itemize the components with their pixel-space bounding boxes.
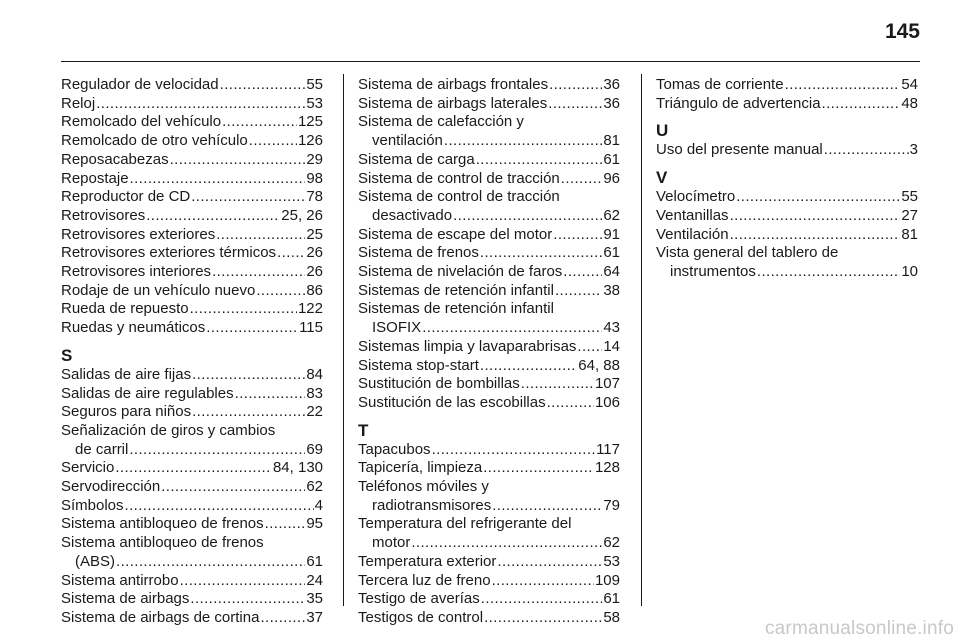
entry-term: Sistema de carga — [358, 150, 475, 168]
entry-term: Salidas de aire fijas — [61, 365, 192, 383]
entry-term: Reproductor de CD — [61, 188, 191, 206]
index-entry-line: Sistemas de retención infantil — [358, 300, 554, 318]
dot-leader — [492, 497, 602, 516]
dot-leader — [757, 263, 900, 282]
dot-leader — [192, 366, 305, 385]
index-entry — [358, 207, 620, 226]
index-entry — [61, 282, 323, 301]
index-entry — [61, 113, 323, 132]
dot-leader — [161, 478, 305, 497]
dot-leader — [212, 263, 305, 282]
index-column-2 — [358, 76, 620, 628]
dot-leader — [190, 590, 305, 609]
dot-leader — [191, 188, 305, 207]
dot-leader — [146, 207, 280, 226]
index-entry — [61, 441, 323, 460]
entry-term: Regulador de velocidad — [61, 76, 219, 93]
entry-term: Servicio — [61, 459, 115, 477]
entry-term: Símbolos — [61, 496, 124, 514]
entry-page-ref: 81 — [603, 132, 620, 150]
index-entry — [61, 572, 323, 591]
index-letter: S — [61, 345, 73, 365]
index-entry — [358, 441, 620, 460]
dot-leader — [730, 226, 901, 245]
entry-page-ref: 37 — [306, 608, 323, 626]
entry-term: Reloj — [61, 94, 96, 112]
entry-page-ref: 3 — [909, 141, 918, 159]
watermark: carmanualsonline.info — [764, 618, 954, 639]
entry-term: (ABS) — [75, 552, 116, 570]
entry-page-ref: 91 — [603, 225, 620, 243]
dot-leader — [116, 553, 305, 572]
entry-term: Sistema de airbags — [61, 590, 190, 608]
entry-page-ref: 24 — [306, 571, 323, 589]
index-entry — [358, 263, 620, 282]
dot-leader — [125, 497, 314, 516]
entry-term: Servodirección — [61, 478, 161, 496]
dot-leader — [481, 590, 603, 609]
dot-leader — [256, 282, 305, 301]
entry-page-ref: 79 — [603, 496, 620, 514]
dot-leader — [549, 76, 602, 95]
entry-term: radiotransmisores — [372, 496, 492, 514]
dot-leader — [190, 300, 297, 319]
entry-term: motor — [372, 534, 411, 552]
entry-term: Retrovisores exteriores térmicos — [61, 244, 277, 262]
entry-page-ref: 125 — [297, 113, 323, 131]
index-entry — [656, 226, 918, 245]
index-entry — [656, 76, 918, 95]
index-entry — [358, 319, 620, 338]
entry-page-ref: 55 — [306, 76, 323, 93]
dot-leader — [563, 263, 602, 282]
index-letter: U — [656, 121, 669, 141]
entry-page-ref: 122 — [297, 300, 323, 318]
dot-leader — [736, 188, 900, 207]
entry-page-ref: 10 — [901, 262, 918, 280]
entry-term: desactivado — [372, 206, 453, 224]
index-entry — [61, 497, 323, 516]
index-entry — [61, 609, 323, 628]
entry-term: Sistema antirrobo — [61, 571, 179, 589]
index-entry-line: Teléfonos móviles y — [358, 478, 489, 496]
entry-term: Retrovisores exteriores — [61, 225, 216, 243]
entry-term: Rodaje de un vehículo nuevo — [61, 281, 256, 299]
entry-page-ref: 26 — [306, 244, 323, 262]
dot-leader — [453, 207, 602, 226]
column-divider — [343, 74, 344, 606]
entry-page-ref: 36 — [603, 94, 620, 112]
dot-leader — [192, 403, 305, 422]
entry-page-ref: 126 — [297, 132, 323, 150]
dot-leader — [497, 553, 602, 572]
index-entry — [358, 375, 620, 394]
entry-page-ref: 86 — [306, 281, 323, 299]
entry-term: Triángulo de advertencia — [656, 94, 821, 112]
dot-leader — [411, 534, 602, 553]
entry-term: Remolcado del vehículo — [61, 113, 222, 131]
entry-term: Salidas de aire regulables — [61, 384, 234, 402]
index-entry — [358, 244, 620, 263]
entry-term: Repostaje — [61, 169, 129, 187]
dot-leader — [129, 441, 305, 460]
entry-page-ref: 64 — [603, 263, 620, 281]
index-entry — [61, 478, 323, 497]
entry-page-ref: 128 — [594, 459, 620, 477]
entry-term: Sustitución de bombillas — [358, 375, 520, 393]
entry-term: Rueda de repuesto — [61, 300, 189, 318]
index-entry-line: Temperatura del refrigerante del — [358, 515, 572, 533]
dot-leader — [444, 132, 602, 151]
entry-term: Sustitución de las escobillas — [358, 393, 546, 411]
dot-leader — [480, 244, 602, 263]
entry-page-ref: 64, 88 — [578, 356, 620, 374]
entry-term: Sistema de escape del motor — [358, 225, 553, 243]
entry-term: Sistemas limpia y lavaparabrisas — [358, 337, 577, 355]
dot-leader — [206, 319, 298, 338]
index-entry — [358, 394, 620, 413]
entry-term: Reposacabezas — [61, 150, 169, 168]
index-entry — [656, 263, 918, 282]
dot-leader — [180, 572, 306, 591]
dot-leader — [547, 394, 594, 413]
index-column-1 — [61, 76, 323, 628]
index-entry — [358, 151, 620, 170]
entry-page-ref: 62 — [603, 534, 620, 552]
entry-term: Ruedas y neumáticos — [61, 319, 206, 337]
dot-leader — [484, 609, 602, 628]
entry-term: Retrovisores interiores — [61, 263, 212, 281]
entry-term: Tapacubos — [358, 440, 431, 458]
entry-page-ref: 107 — [594, 375, 620, 393]
dot-leader — [422, 319, 602, 338]
dot-leader — [548, 95, 602, 114]
index-entry — [358, 95, 620, 114]
entry-page-ref: 83 — [306, 384, 323, 402]
entry-page-ref: 55 — [901, 188, 918, 206]
entry-term: instrumentos — [670, 262, 756, 280]
index-entry — [61, 132, 323, 151]
index-entry — [358, 338, 620, 357]
dot-leader — [492, 572, 594, 591]
index-entry — [656, 95, 918, 114]
index-entry — [656, 141, 918, 160]
entry-page-ref: 96 — [603, 169, 620, 187]
entry-page-ref: 53 — [603, 552, 620, 570]
entry-page-ref: 61 — [603, 150, 620, 168]
header-rule — [61, 61, 920, 62]
entry-page-ref: 27 — [901, 206, 918, 224]
index-entry — [358, 132, 620, 151]
index-entry — [61, 188, 323, 207]
dot-leader — [730, 207, 901, 226]
index-entry — [61, 207, 323, 226]
index-entry — [358, 497, 620, 516]
dot-leader — [521, 375, 594, 394]
index-entry — [61, 319, 323, 338]
entry-term: Testigo de averías — [358, 590, 480, 608]
dot-leader — [220, 76, 306, 95]
entry-term: Tomas de corriente — [656, 76, 784, 93]
dot-leader — [785, 76, 901, 95]
entry-page-ref: 4 — [314, 496, 323, 514]
index-entry — [358, 590, 620, 609]
entry-page-ref: 62 — [603, 206, 620, 224]
entry-term: de carril — [75, 440, 129, 458]
index-entry — [358, 572, 620, 591]
entry-term: Ventilación — [656, 225, 729, 243]
entry-term: Sistema de control de tracción — [358, 169, 560, 187]
entry-page-ref: 48 — [901, 94, 918, 112]
entry-page-ref: 84 — [306, 365, 323, 383]
entry-term: Sistema de nivelación de faros — [358, 263, 563, 281]
entry-term: Sistema de airbags frontales — [358, 76, 549, 93]
index-entry — [61, 76, 323, 95]
entry-page-ref: 29 — [306, 150, 323, 168]
index-entry — [61, 366, 323, 385]
dot-leader — [561, 170, 603, 189]
index-entry-line: Señalización de giros y cambios — [61, 421, 276, 439]
index-entry — [61, 385, 323, 404]
entry-page-ref: 98 — [306, 169, 323, 187]
dot-leader — [553, 226, 602, 245]
entry-page-ref: 22 — [306, 403, 323, 421]
dot-leader — [555, 282, 602, 301]
index-entry — [61, 170, 323, 189]
dot-leader — [96, 95, 305, 114]
index-entry — [61, 403, 323, 422]
entry-page-ref: 38 — [603, 281, 620, 299]
index-entry — [358, 609, 620, 628]
entry-page-ref: 109 — [594, 571, 620, 589]
entry-term: Sistema de airbags laterales — [358, 94, 548, 112]
index-entry — [656, 188, 918, 207]
index-entry — [358, 76, 620, 95]
dot-leader — [577, 338, 602, 357]
dot-leader — [235, 385, 306, 404]
dot-leader — [432, 441, 596, 460]
index-entry — [61, 244, 323, 263]
dot-leader — [216, 226, 305, 245]
index-entry — [61, 263, 323, 282]
dot-leader — [222, 113, 297, 132]
entry-term: Uso del presente manual — [656, 141, 823, 159]
index-entry — [61, 151, 323, 170]
index-letter: V — [656, 168, 668, 188]
index-entry — [358, 553, 620, 572]
entry-term: Sistema de airbags de cortina — [61, 608, 260, 626]
entry-page-ref: 43 — [603, 319, 620, 337]
dot-leader — [130, 170, 306, 189]
page-number: 145 — [884, 20, 920, 43]
entry-page-ref: 25, 26 — [281, 206, 323, 224]
dot-leader — [260, 609, 305, 628]
entry-page-ref: 106 — [594, 393, 620, 411]
entry-term: Ventanillas — [656, 206, 729, 224]
entry-term: Sistema de frenos — [358, 244, 479, 262]
dot-leader — [115, 459, 272, 478]
dot-leader — [170, 151, 306, 170]
entry-page-ref: 53 — [306, 94, 323, 112]
index-entry — [61, 300, 323, 319]
index-entry — [61, 515, 323, 534]
entry-page-ref: 35 — [306, 590, 323, 608]
entry-page-ref: 115 — [299, 319, 323, 337]
entry-term: Retrovisores — [61, 206, 146, 224]
dot-leader — [480, 357, 577, 376]
entry-term: Temperatura exterior — [358, 552, 497, 570]
entry-page-ref: 61 — [603, 244, 620, 262]
entry-term: Tapicería, limpieza — [358, 459, 483, 477]
entry-term: Sistema antibloqueo de frenos — [61, 515, 264, 533]
index-entry — [61, 553, 323, 572]
index-entry-line: Vista general del tablero de — [656, 244, 839, 262]
index-entry — [61, 459, 323, 478]
entry-page-ref: 26 — [306, 263, 323, 281]
entry-page-ref: 61 — [306, 552, 323, 570]
index-entry-line: Sistema antibloqueo de frenos — [61, 534, 264, 552]
index-entry — [358, 282, 620, 301]
index-entry — [358, 170, 620, 189]
index-entry — [358, 357, 620, 376]
entry-page-ref: 62 — [306, 478, 323, 496]
entry-page-ref: 78 — [306, 188, 323, 206]
index-entry — [61, 95, 323, 114]
entry-term: Sistemas de retención infantil — [358, 281, 554, 299]
dot-leader — [824, 141, 909, 160]
index-letter: T — [358, 420, 369, 440]
index-entry — [358, 459, 620, 478]
dot-leader — [265, 515, 306, 534]
entry-page-ref: 54 — [901, 76, 918, 93]
entry-term: ISOFIX — [372, 319, 422, 337]
index-entry-line: Sistema de calefacción y — [358, 113, 524, 131]
entry-page-ref: 117 — [596, 440, 620, 458]
index-entry — [61, 590, 323, 609]
entry-term: Sistema stop-start — [358, 356, 479, 374]
index-column-3 — [656, 76, 918, 282]
entry-term: ventilación — [372, 132, 443, 150]
dot-leader — [249, 132, 297, 151]
entry-page-ref: 61 — [603, 590, 620, 608]
entry-page-ref: 36 — [603, 76, 620, 93]
entry-page-ref: 84, 130 — [272, 459, 323, 477]
entry-term: Velocímetro — [656, 188, 736, 206]
dot-leader — [483, 459, 594, 478]
entry-page-ref: 58 — [603, 608, 620, 626]
index-entry — [656, 207, 918, 226]
index-entry-line: Sistema de control de tracción — [358, 188, 560, 206]
entry-page-ref: 25 — [306, 225, 323, 243]
index-entry — [61, 226, 323, 245]
entry-page-ref: 69 — [306, 440, 323, 458]
entry-term: Remolcado de otro vehículo — [61, 132, 248, 150]
entry-term: Seguros para niños — [61, 403, 192, 421]
index-entry — [358, 534, 620, 553]
entry-page-ref: 14 — [603, 337, 620, 355]
dot-leader — [277, 244, 305, 263]
entry-term: Tercera luz de freno — [358, 571, 491, 589]
entry-term: Testigos de control — [358, 608, 484, 626]
entry-page-ref: 95 — [306, 515, 323, 533]
entry-page-ref: 81 — [901, 225, 918, 243]
column-divider — [641, 74, 642, 606]
dot-leader — [476, 151, 603, 170]
index-entry — [358, 226, 620, 245]
dot-leader — [822, 95, 901, 114]
